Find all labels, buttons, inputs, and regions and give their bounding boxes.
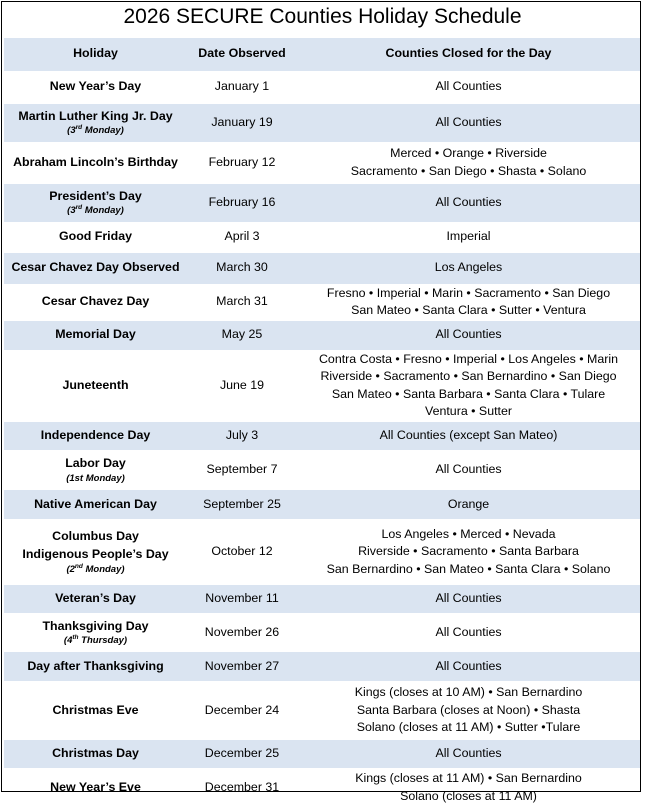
holiday-note-text: (2 — [66, 563, 75, 575]
counties-line: Contra Costa • Fresno • Imperial • Los Angeles • Marin — [318, 351, 619, 366]
date-observed: March 30 — [187, 252, 297, 284]
counties-closed — [297, 451, 640, 490]
holiday-name — [4, 103, 187, 142]
holiday-name-line: Cesar Chavez Day Observed — [11, 260, 180, 275]
date-observed: February 12 — [187, 142, 297, 183]
date-observed: July 3 — [187, 422, 297, 451]
table-row — [4, 183, 640, 222]
holiday-name — [4, 142, 187, 183]
holiday-name-line: Independence Day — [40, 428, 151, 443]
holiday-note — [4, 564, 187, 576]
holiday-name — [4, 320, 187, 350]
table-row — [4, 350, 640, 421]
counties-line: Ventura • Sutter — [425, 404, 512, 419]
counties-line: All Counties — [435, 591, 502, 606]
date-observed: November 11 — [187, 585, 297, 614]
date-observed: February 16 — [187, 183, 297, 222]
counties-line: San Mateo • Santa Clara • Sutter • Ventura — [351, 303, 586, 318]
holiday-note — [4, 473, 187, 485]
counties-closed — [297, 350, 640, 421]
holiday-schedule-table — [4, 38, 640, 807]
holiday-note — [4, 125, 187, 137]
counties-line: Los Angeles — [434, 260, 503, 275]
counties-closed — [297, 614, 640, 652]
table-row — [4, 422, 640, 451]
counties-line: All Counties — [435, 194, 502, 209]
holiday-name — [4, 520, 187, 585]
holiday-note-ordinal: th — [72, 634, 79, 642]
counties-line: Santa Barbara (closes at Noon) • Shasta — [356, 702, 581, 717]
page-title: 2026 SECURE Counties Holiday Schedule — [123, 5, 522, 28]
counties-closed — [297, 682, 640, 740]
counties-closed — [297, 520, 640, 585]
holiday-name-line: Native American Day — [34, 496, 157, 511]
date-observed: December 31 — [187, 769, 297, 807]
holiday-name — [4, 769, 187, 807]
counties-line: Solano (closes at 11 AM) — [400, 788, 537, 803]
holiday-name-line: Good Friday — [59, 229, 132, 244]
holiday-name-line: President’s Day — [49, 188, 142, 203]
table-header-row — [4, 38, 640, 71]
counties-line: All Counties — [435, 624, 502, 639]
holiday-name — [4, 652, 187, 682]
holiday-name — [4, 422, 187, 451]
holiday-name — [4, 350, 187, 421]
holiday-name-line: Juneteenth — [62, 378, 129, 393]
holiday-name — [4, 183, 187, 222]
date-observed: September 25 — [187, 490, 297, 520]
counties-line: Sacramento • San Diego • Shasta • Solano — [350, 163, 587, 178]
counties-closed — [297, 284, 640, 320]
table-row — [4, 451, 640, 490]
table-row — [4, 490, 640, 520]
counties-line: Kings (closes at 11 AM) • San Bernardino — [355, 770, 582, 785]
counties-closed — [297, 740, 640, 769]
table-row — [4, 682, 640, 740]
holiday-note-text: Monday) — [82, 125, 124, 137]
date-observed: January 1 — [187, 71, 297, 103]
table-row — [4, 142, 640, 183]
holiday-note-text: (3 — [67, 205, 76, 217]
holiday-note-text: Monday) — [82, 205, 124, 217]
holiday-note-text: Thursday) — [78, 635, 128, 647]
counties-closed — [297, 422, 640, 451]
table-row — [4, 769, 640, 807]
holiday-name-line: Veteran’s Day — [55, 591, 136, 606]
table-row — [4, 103, 640, 142]
counties-closed — [297, 490, 640, 520]
date-observed: December 24 — [187, 682, 297, 740]
counties-closed — [297, 71, 640, 103]
table-row — [4, 320, 640, 350]
counties-line: Riverside • Sacramento • San Bernardino • San Diego — [320, 369, 617, 384]
counties-line: Kings (closes at 10 AM) • San Bernardino — [354, 685, 583, 700]
holiday-note-ordinal: nd — [74, 562, 83, 570]
holiday-name-line: Indigenous People’s Day — [22, 547, 169, 562]
counties-closed — [297, 652, 640, 682]
holiday-name — [4, 71, 187, 103]
date-observed: October 12 — [187, 520, 297, 585]
counties-line: Riverside • Sacramento • Santa Barbara — [358, 544, 579, 559]
counties-line: Imperial — [446, 229, 491, 244]
date-observed: September 7 — [187, 451, 297, 490]
holiday-note-ordinal: rd — [75, 204, 83, 212]
holiday-name-line: Martin Luther King Jr. Day — [18, 108, 173, 123]
counties-line: Orange — [447, 496, 490, 511]
table-row — [4, 740, 640, 769]
holiday-name — [4, 490, 187, 520]
header-date-observed: Date Observed — [187, 38, 297, 71]
date-observed: April 3 — [187, 222, 297, 252]
holiday-name-line: Columbus Day — [52, 529, 139, 544]
date-observed: June 19 — [187, 350, 297, 421]
holiday-name — [4, 740, 187, 769]
holiday-name — [4, 682, 187, 740]
counties-line: All Counties — [435, 327, 502, 342]
counties-line: All Counties — [435, 658, 502, 673]
holiday-name — [4, 252, 187, 284]
holiday-name-line: Christmas Day — [52, 746, 139, 761]
holiday-note-ordinal: rd — [75, 124, 83, 132]
date-observed: March 31 — [187, 284, 297, 320]
holiday-name-line: Memorial Day — [55, 327, 136, 342]
counties-closed — [297, 222, 640, 252]
holiday-note — [4, 635, 187, 647]
holiday-name — [4, 614, 187, 652]
table-row — [4, 585, 640, 614]
holiday-name-line: Labor Day — [65, 456, 126, 471]
counties-line: Fresno • Imperial • Marin • Sacramento • San Diego — [326, 285, 611, 300]
holiday-note-text: (3 — [67, 125, 76, 137]
counties-line: San Mateo • Santa Barbara • Santa Clara • Tulare — [331, 386, 606, 401]
holiday-name-line: Day after Thanksgiving — [27, 658, 164, 673]
table-row — [4, 520, 640, 585]
counties-closed — [297, 103, 640, 142]
date-observed: November 27 — [187, 652, 297, 682]
counties-closed — [297, 585, 640, 614]
counties-line: Solano (closes at 11 AM) • Sutter •Tulare — [356, 720, 581, 735]
holiday-note — [4, 205, 187, 217]
counties-line: All Counties — [435, 746, 502, 761]
holiday-name — [4, 284, 187, 320]
holiday-name-line: New Year’s Day — [49, 79, 142, 94]
counties-closed — [297, 252, 640, 284]
holiday-name-line: Christmas Eve — [52, 702, 139, 717]
holiday-note-text: (4 — [63, 635, 73, 647]
table-row — [4, 71, 640, 103]
header-counties-closed: Counties Closed for the Day — [297, 38, 640, 71]
counties-line: Merced • Orange • Riverside — [390, 145, 547, 160]
counties-closed — [297, 183, 640, 222]
holiday-name-line: Thanksgiving Day — [42, 618, 149, 633]
date-observed: November 26 — [187, 614, 297, 652]
holiday-note-text: Monday) — [82, 563, 125, 575]
date-observed: May 25 — [187, 320, 297, 350]
holiday-name — [4, 585, 187, 614]
table-row — [4, 614, 640, 652]
counties-closed — [297, 142, 640, 183]
holiday-name-line: New Year’s Eve — [50, 779, 141, 794]
counties-line: All Counties (except San Mateo) — [379, 428, 558, 443]
counties-line: Los Angeles • Merced • Nevada — [381, 526, 556, 541]
header-holiday: Holiday — [4, 38, 187, 71]
counties-closed — [297, 320, 640, 350]
counties-line: All Counties — [435, 79, 502, 94]
holiday-name — [4, 222, 187, 252]
table-row — [4, 284, 640, 320]
counties-closed — [297, 769, 640, 807]
counties-line: San Bernardino • San Mateo • Santa Clara • Solano — [326, 561, 611, 576]
date-observed: January 19 — [187, 103, 297, 142]
holiday-name-line: Cesar Chavez Day — [41, 294, 150, 309]
counties-line: All Counties — [435, 462, 502, 477]
holiday-note-text: (1st Monday) — [66, 472, 125, 484]
holiday-name-line: Abraham Lincoln’s Birthday — [13, 154, 178, 169]
table-body — [4, 71, 640, 807]
table-row — [4, 252, 640, 284]
holiday-name — [4, 451, 187, 490]
date-observed: December 25 — [187, 740, 297, 769]
table-row — [4, 222, 640, 252]
table-row — [4, 652, 640, 682]
counties-line: All Counties — [435, 114, 502, 129]
